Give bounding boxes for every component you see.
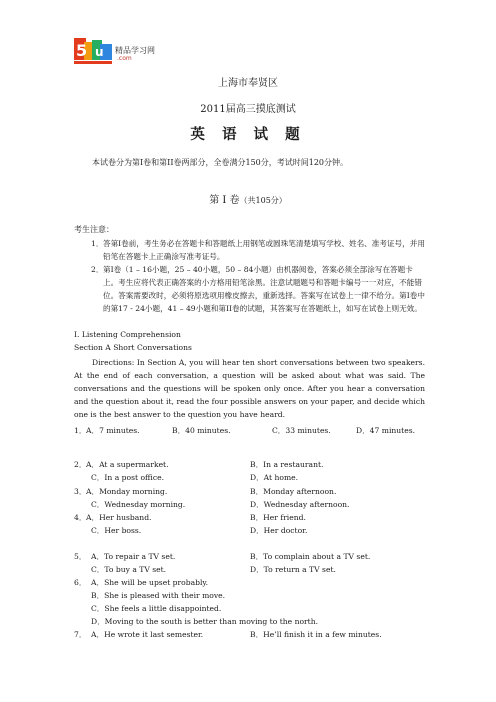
option-b: B．Her friend. <box>250 513 306 522</box>
option-d: D．To return a TV set. <box>250 565 336 574</box>
exam-title: 2011届高三摸底测试 <box>200 104 296 115</box>
option-c: C．Wednesday morning. <box>91 500 186 509</box>
option-d: D．Her doctor. <box>250 526 308 535</box>
logo-text: 精品学习网 <box>115 46 155 55</box>
directions-paragraph: Directions: In Section A, you will hear ten short conversations between two speakers. At the end of each conversation, a question will be asked about what was said. The conversations and the questions will be spoken only once. After you hear a conversation and the question about it, read the four possible answers on your paper, and decide which one is the best answer to the question you have heard. <box>74 358 425 419</box>
section-subheading: Section A Short Conversations <box>74 343 192 352</box>
note-item <box>91 263 425 329</box>
site-logo <box>74 36 154 70</box>
question-number: 1． <box>74 426 87 435</box>
option-b: B．40 minutes. <box>172 426 231 435</box>
option-d: D．Moving to the south is better than moving to the north. <box>91 617 319 626</box>
question-number: 3． <box>74 487 87 496</box>
district-title: 上海市奉贤区 <box>218 78 278 89</box>
option-b: B．He’ll finish it in a few minutes. <box>250 630 382 639</box>
option-a: A．He wrote it last semester. <box>91 630 204 639</box>
question-number: 5． <box>74 552 87 561</box>
notes-title: 考生注意： <box>74 225 114 234</box>
option-b: B．Monday afternoon. <box>250 487 337 496</box>
option-a: A．She will be upset probably. <box>91 578 209 587</box>
note-number: 2． <box>91 265 104 274</box>
option-c: C．33 minutes. <box>272 426 331 435</box>
option-a: A．To repair a TV set. <box>91 552 176 561</box>
intro-text: 本试卷分为第I卷和第II卷两部分，全卷满分150分，考试时间120分钟。 <box>92 158 349 167</box>
logo-url: .com <box>117 55 132 62</box>
note-text: 第I卷（1 – 16小题，25 – 40小题，50 – 84小题）由机器阅卷，答案必须全部涂写在答题卡上。考生应将代表正确答案的小方格用铅笔涂黑。注意试题题号和答题卡编号一一对应，不能错位。答案需要改时，必须将原选项用橡皮擦去，重新选择。答案写在试卷上一律不给分。第I卷中的第17 - 24小题，41 – 49小题和第II卷的试题，其答案写在答题纸上，如写在试卷上则无效。 <box>103 265 425 313</box>
option-b: B．She is pleased with their move. <box>91 591 226 600</box>
part1-subtitle: （共105分） <box>239 196 287 205</box>
option-c: C．To buy a TV set. <box>91 565 167 574</box>
logo-graphic-icon <box>74 36 116 68</box>
note-item <box>91 237 425 263</box>
option-a: A．At a supermarket. <box>86 460 169 469</box>
option-d: D．Wednesday afternoon. <box>250 500 350 509</box>
option-c: C．She feels a little disappointed. <box>91 604 222 613</box>
note-text: 答第I卷前，考生务必在答题卡和答题纸上用钢笔或圆珠笔清楚填写学校、姓名、准考证号，并用铅笔在答题卡上正确涂写准考证号。 <box>103 239 425 261</box>
part1-heading <box>0 191 496 206</box>
option-d: D．At home. <box>250 473 299 482</box>
question-number: 4． <box>74 513 87 522</box>
option-c: C．Her boss. <box>91 526 142 535</box>
option-d: D．47 minutes. <box>356 426 416 435</box>
part1-title: 第 Ⅰ 卷 <box>209 195 240 206</box>
subject-title: 英 语 试 题 <box>190 126 306 143</box>
option-b: B．To complain about a TV set. <box>250 552 371 561</box>
svg-text:u: u <box>95 45 104 59</box>
section-heading: I. Listening Comprehension <box>74 330 181 339</box>
svg-text:5: 5 <box>76 41 88 60</box>
question-number: 2． <box>74 460 87 469</box>
option-a: A．Monday morning. <box>86 487 168 496</box>
option-b: B．In a restaurant. <box>250 460 324 469</box>
note-number: 1． <box>91 239 104 248</box>
question-number: 7． <box>74 630 87 639</box>
question-number: 6． <box>74 578 87 587</box>
option-a: A．Her husband. <box>86 513 152 522</box>
option-c: C．In a post office. <box>91 473 165 482</box>
option-a: A．7 minutes. <box>86 426 140 435</box>
